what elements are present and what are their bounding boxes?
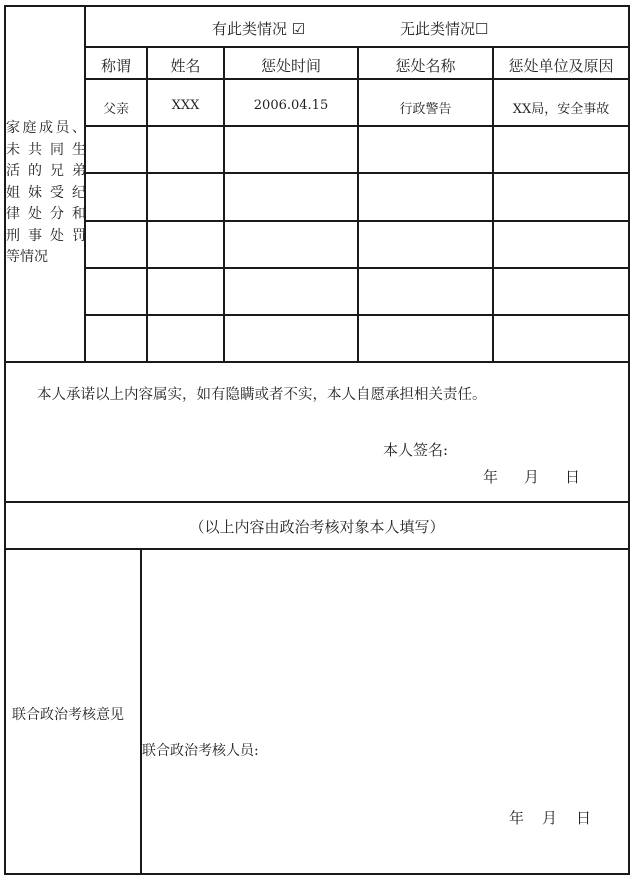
cell-relation[interactable]: 父亲 <box>102 102 129 117</box>
divider <box>140 548 142 874</box>
commitment-date-month: 月 <box>524 468 540 486</box>
checked-checkbox-icon[interactable]: ☑ <box>291 20 306 38</box>
option-no-record[interactable]: 无此类情况☐ <box>400 20 489 38</box>
commitment-date-year: 年 <box>483 468 499 486</box>
border-bottom <box>4 873 630 875</box>
border-right <box>628 5 630 875</box>
divider <box>4 361 630 363</box>
family-section-label: 家庭成员、 未共同生 活的兄弟 姐妹受纪 律处分和 刑事处罚 等情况 <box>6 120 86 265</box>
option-has-record[interactable]: 有此类情况 ☑ <box>212 20 306 38</box>
divider <box>4 548 630 550</box>
column-header-relation: 称谓 <box>100 57 131 75</box>
divider <box>492 46 494 362</box>
commitment-date-day: 日 <box>565 468 581 486</box>
fill-note: （以上内容由政治考核对象本人填写） <box>189 518 445 536</box>
cell-unit-reason[interactable]: XX局，安全事故 <box>512 102 610 117</box>
commitment-statement: 本人承诺以上内容属实，如有隐瞒或者不实，本人自愿承担相关责任。 <box>37 387 487 403</box>
border-top <box>4 5 630 7</box>
unchecked-checkbox-icon[interactable]: ☐ <box>475 20 489 38</box>
review-date-year: 年 <box>509 809 525 827</box>
column-header-unit-reason: 惩处单位及原因 <box>508 57 614 75</box>
signature-label: 本人签名: <box>383 441 449 459</box>
column-header-time: 惩处时间 <box>260 57 321 75</box>
divider <box>146 46 148 362</box>
cell-punishment[interactable]: 行政警告 <box>399 102 452 117</box>
column-header-punishment: 惩处名称 <box>395 57 456 75</box>
review-date-day: 日 <box>576 809 592 827</box>
cell-time[interactable]: 2006.04.15 <box>253 98 329 113</box>
review-date-month: 月 <box>542 809 558 827</box>
review-opinion-label: 联合政治考核意见 <box>12 707 124 723</box>
divider <box>357 46 359 362</box>
divider <box>223 46 225 362</box>
cell-name[interactable]: XXX <box>171 98 200 113</box>
column-header-name: 姓名 <box>170 57 201 75</box>
reviewer-label: 联合政治考核人员: <box>142 743 259 759</box>
divider <box>4 501 630 503</box>
